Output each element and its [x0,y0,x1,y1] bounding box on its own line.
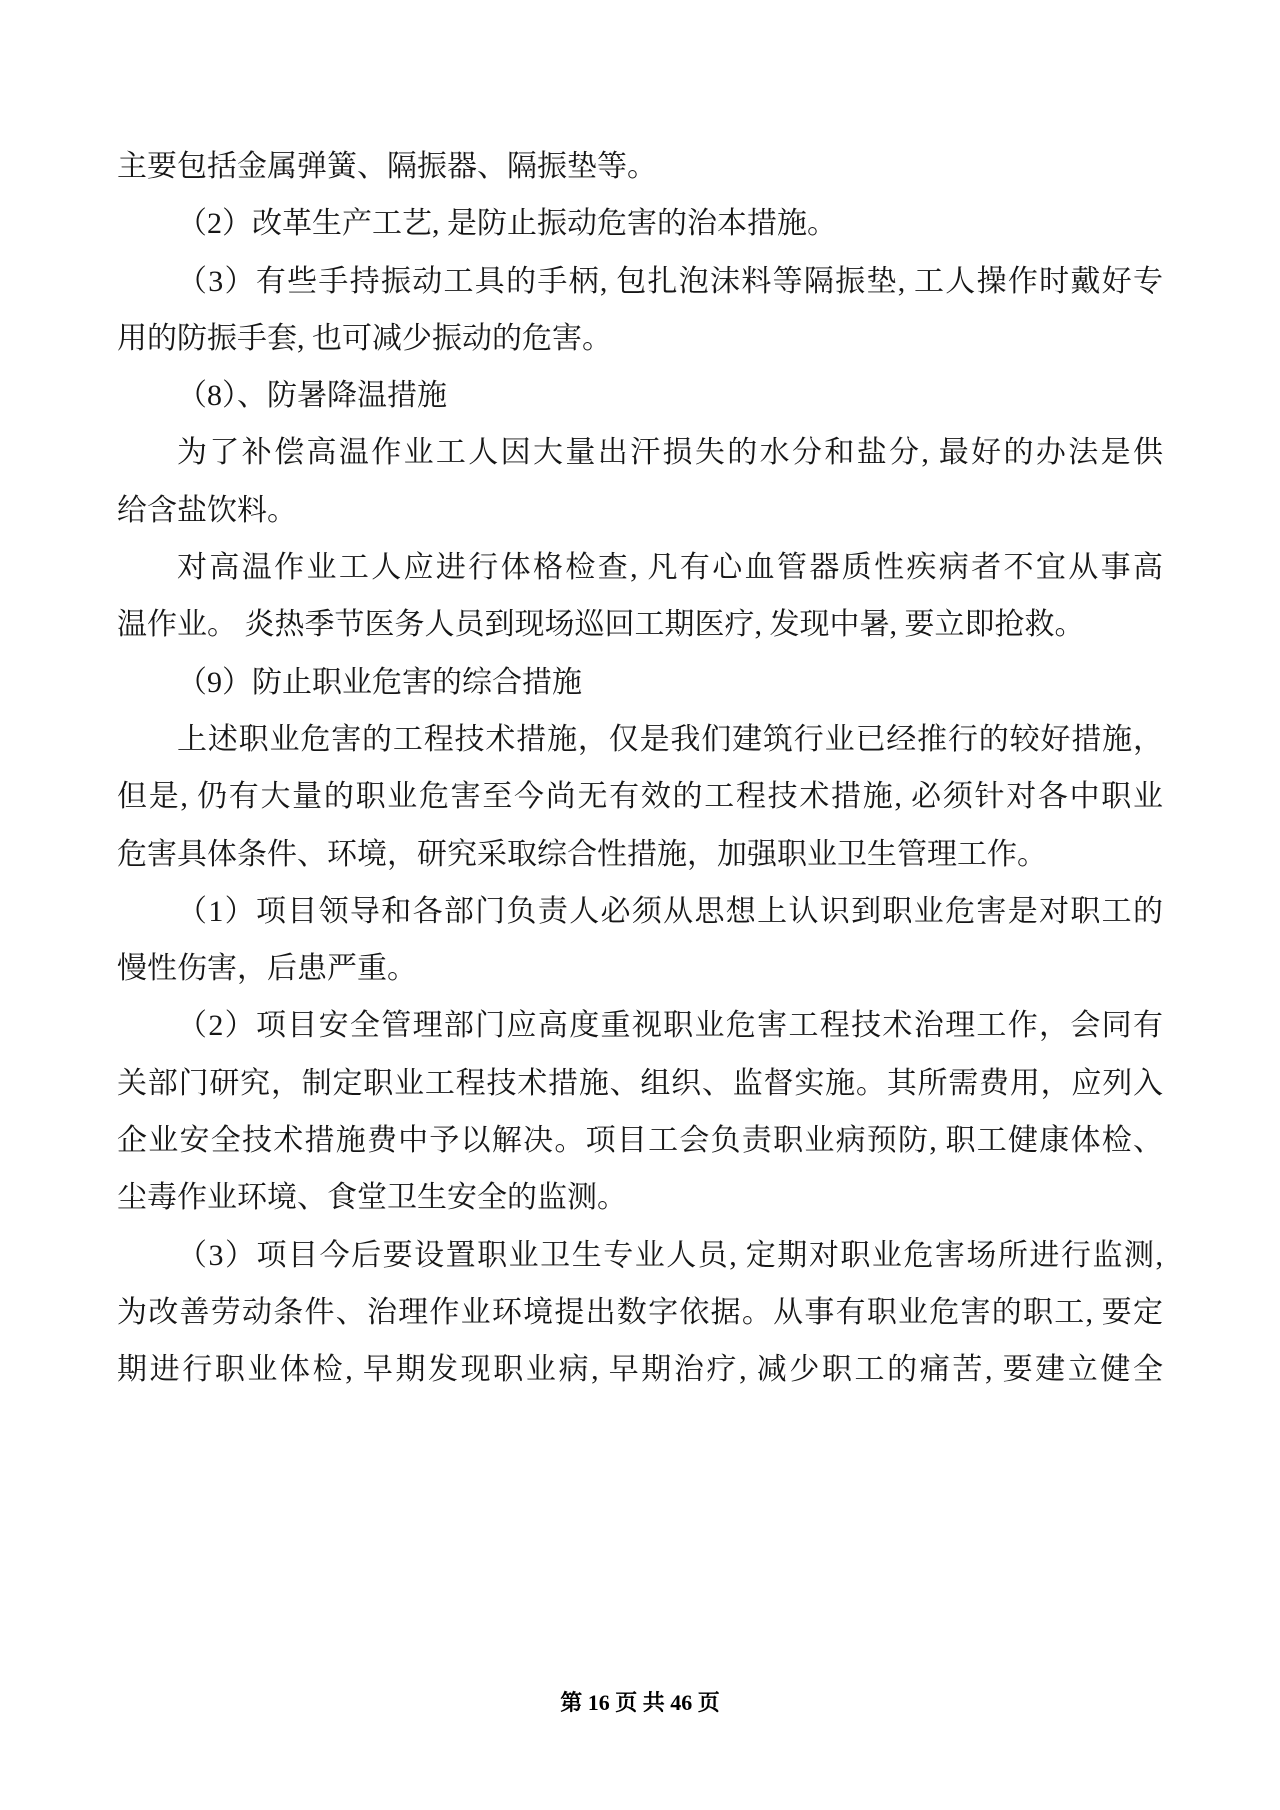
page-number-footer: 第 16 页 共 46 页 [560,1690,720,1715]
document-body [117,138,1163,1399]
text-line: 为了补偿高温作业工人因大量出汗损失的水分和盐分, 最好的办法是供 [177,436,1163,470]
text-line: 上述职业危害的工程技术措施，仅是我们建筑行业已经推行的较好措施， [177,722,1163,756]
text-line: （2）项目安全管理部门应高度重视职业危害工程技术治理工作，会同有 [177,1009,1163,1043]
text-line: （2）改革生产工艺, 是防止振动危害的治本措施。 [177,207,837,241]
text-line: 尘毒作业环境、食堂卫生安全的监测。 [117,1181,627,1215]
text-line: （9）防止职业危害的综合措施 [177,665,582,699]
text-line: 期进行职业体检, 早期发现职业病, 早期治疗, 减少职工的痛苦, 要建立健全 [117,1353,1163,1387]
text-line: 用的防振手套, 也可减少振动的危害。 [117,321,612,355]
text-line: 危害具体条件、环境，研究采取综合性措施，加强职业卫生管理工作。 [117,837,1047,871]
text-line: 对高温作业工人应进行体格检查, 凡有心血管器质性疾病者不宜从事高 [177,551,1163,585]
text-line: （3）项目今后要设置职业卫生专业人员, 定期对职业危害场所进行监测, [177,1238,1163,1272]
text-line: 给含盐饮料。 [117,493,297,527]
text-line: 为改善劳动条件、治理作业环境提出数字依据。从事有职业危害的职工, 要定 [117,1295,1163,1329]
text-line: 温作业。 炎热季节医务人员到现场巡回工期医疗, 发现中暑, 要立即抢救。 [117,608,1085,642]
text-line: 慢性伤害，后患严重。 [117,952,417,986]
text-line: 关部门研究，制定职业工程技术措施、组织、监督实施。其所需费用，应列入 [117,1066,1163,1100]
text-line: （8）、防暑降温措施 [177,379,447,413]
text-line: 主要包括金属弹簧、隔振器、隔振垫等。 [117,150,657,183]
text-line: 企业安全技术措施费中予以解决。项目工会负责职业病预防, 职工健康体检、 [117,1124,1163,1158]
text-line: （3）有些手持振动工具的手柄, 包扎泡沫料等隔振垫, 工人操作时戴好专 [177,264,1163,298]
text-line: （1）项目领导和各部门负责人必须从思想上认识到职业危害是对职工的 [177,894,1163,928]
text-line: 但是, 仍有大量的职业危害至今尚无有效的工程技术措施, 必须针对各中职业 [117,780,1163,814]
